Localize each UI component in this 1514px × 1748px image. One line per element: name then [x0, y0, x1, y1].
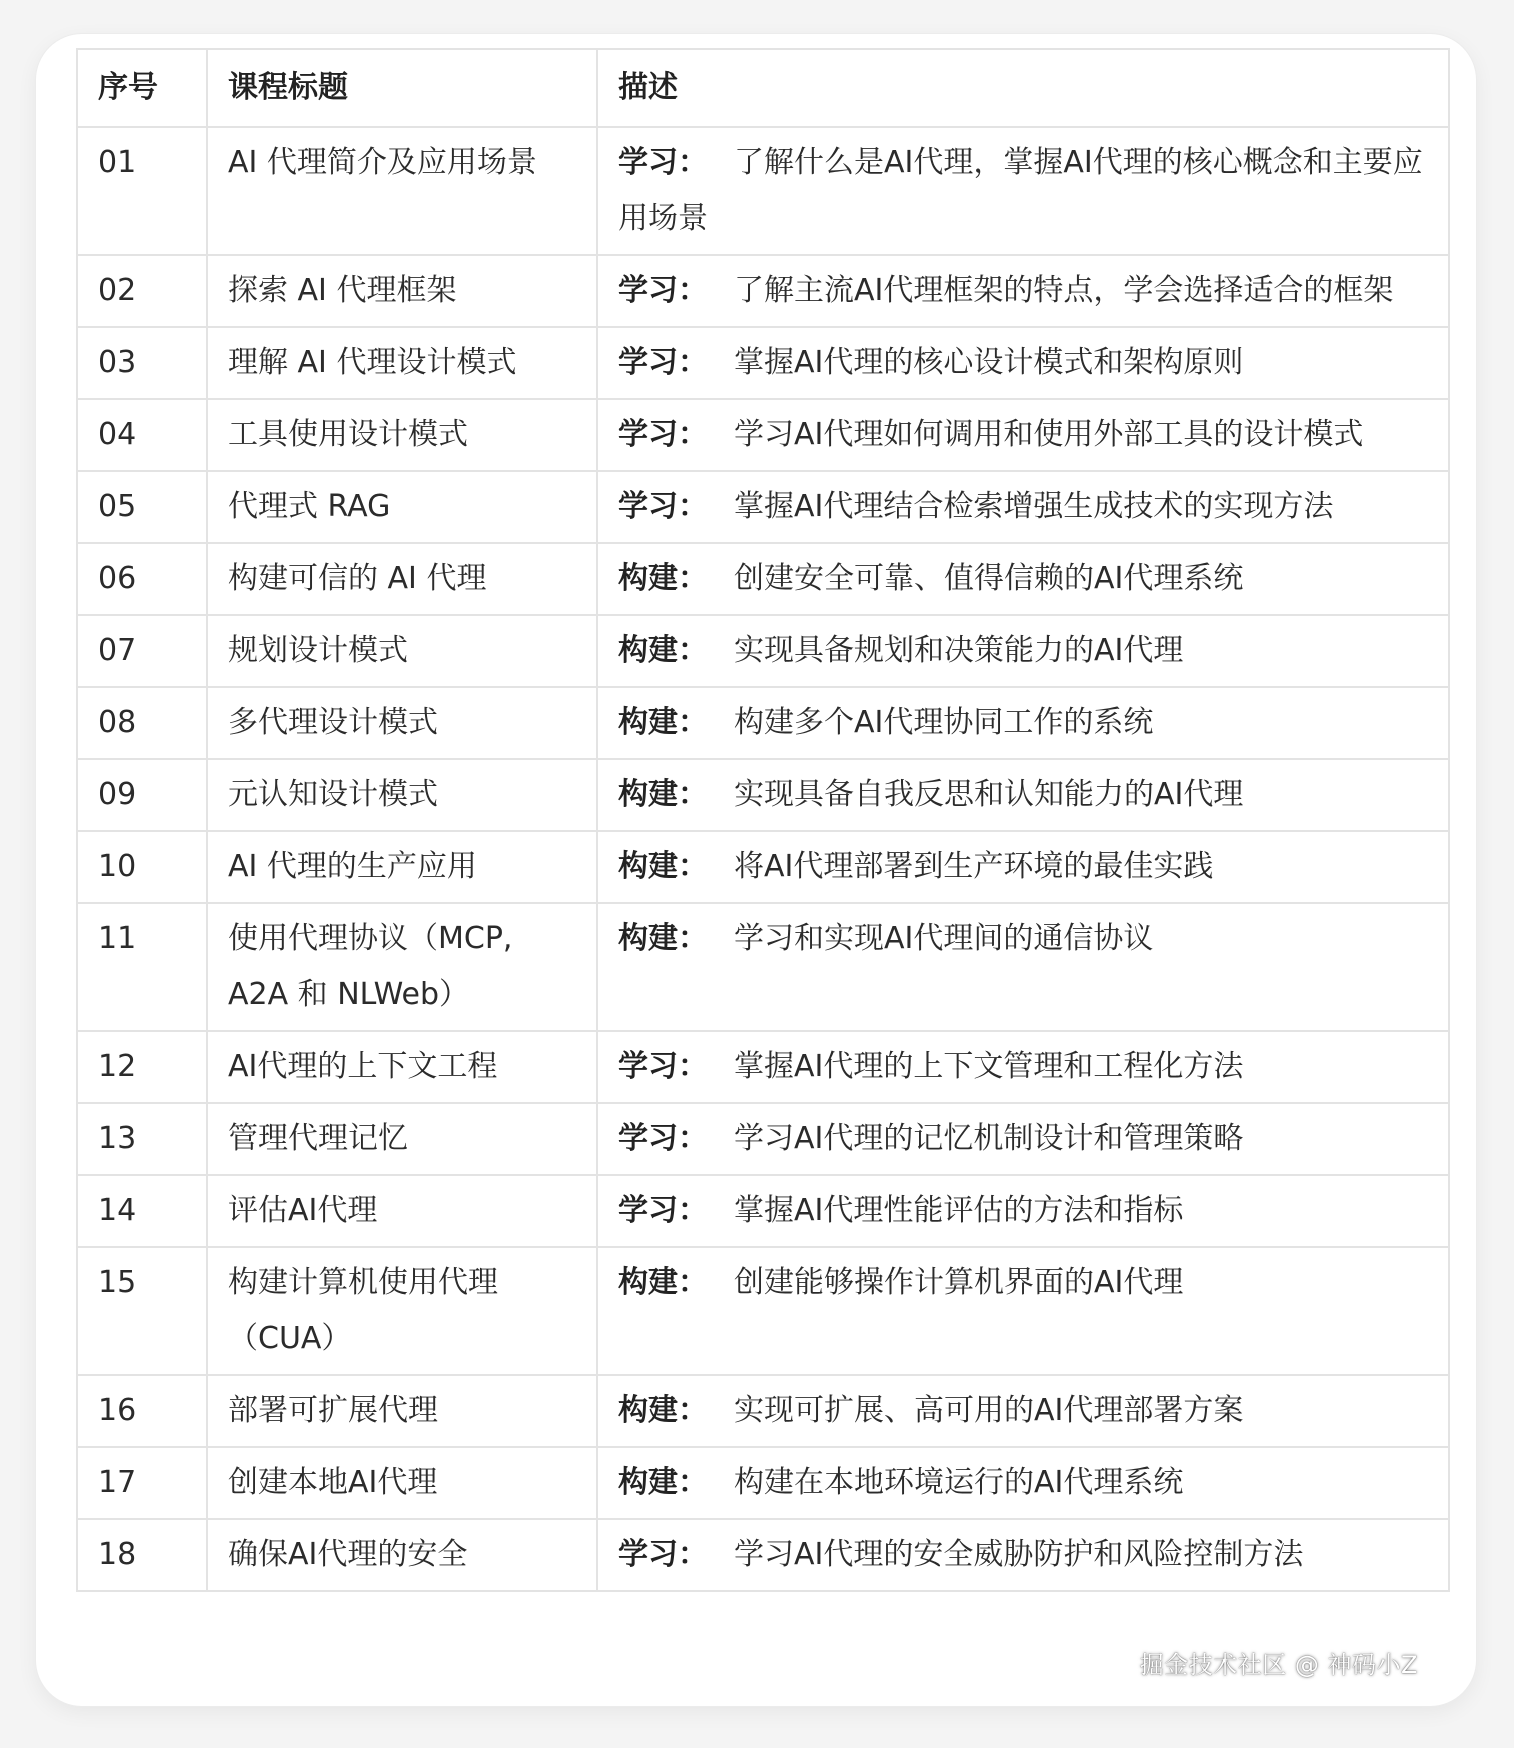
content-card [36, 34, 1476, 1706]
desc-tag: 学习： [618, 1121, 708, 1156]
course-table [76, 48, 1450, 1592]
cell-num: 12 [77, 1031, 207, 1103]
cell-title: 部署可扩展代理 [207, 1375, 597, 1447]
cell-title: AI 代理简介及应用场景 [207, 127, 597, 255]
cell-desc [597, 471, 1449, 543]
cell-title: 使用代理协议（MCP, A2A 和 NLWeb） [207, 903, 597, 1031]
cell-desc [597, 1375, 1449, 1447]
cell-num: 08 [77, 687, 207, 759]
cell-num: 11 [77, 903, 207, 1031]
cell-desc [597, 327, 1449, 399]
desc-text: 学习AI代理如何调用和使用外部工具的设计模式 [734, 417, 1364, 452]
table-header [77, 49, 1449, 127]
cell-desc [597, 255, 1449, 327]
watermark: 掘金技术社区 @ 神码小Z [1139, 1651, 1418, 1679]
table-row [77, 615, 1449, 687]
cell-num: 07 [77, 615, 207, 687]
cell-title: 探索 AI 代理框架 [207, 255, 597, 327]
desc-text: 掌握AI代理性能评估的方法和指标 [734, 1193, 1184, 1228]
desc-text: 了解主流AI代理框架的特点，学会选择适合的框架 [734, 273, 1394, 308]
cell-title: 评估AI代理 [207, 1175, 597, 1247]
cell-desc [597, 1103, 1449, 1175]
cell-title: 工具使用设计模式 [207, 399, 597, 471]
table-row [77, 399, 1449, 471]
cell-title: 规划设计模式 [207, 615, 597, 687]
desc-text: 掌握AI代理的核心设计模式和架构原则 [734, 345, 1244, 380]
table-row [77, 1447, 1449, 1519]
cell-title: 元认知设计模式 [207, 759, 597, 831]
table-row [77, 1103, 1449, 1175]
desc-tag: 构建： [618, 633, 708, 668]
cell-desc [597, 127, 1449, 255]
cell-desc [597, 1175, 1449, 1247]
cell-title: 多代理设计模式 [207, 687, 597, 759]
table-row [77, 1519, 1449, 1591]
desc-tag: 构建： [618, 705, 708, 740]
table-row [77, 759, 1449, 831]
desc-tag: 构建： [618, 1465, 708, 1500]
desc-tag: 构建： [618, 777, 708, 812]
desc-tag: 学习： [618, 145, 708, 180]
cell-desc [597, 1247, 1449, 1375]
cell-title: 确保AI代理的安全 [207, 1519, 597, 1591]
table-row [77, 255, 1449, 327]
table-row [77, 1031, 1449, 1103]
desc-text: 学习和实现AI代理间的通信协议 [734, 921, 1154, 956]
desc-tag: 学习： [618, 1537, 708, 1572]
table-row [77, 1375, 1449, 1447]
cell-desc [597, 1519, 1449, 1591]
cell-num: 13 [77, 1103, 207, 1175]
table-row [77, 831, 1449, 903]
cell-desc [597, 759, 1449, 831]
table-row [77, 1175, 1449, 1247]
cell-title: 代理式 RAG [207, 471, 597, 543]
table-row [77, 543, 1449, 615]
desc-tag: 构建： [618, 561, 708, 596]
cell-num: 02 [77, 255, 207, 327]
cell-num: 09 [77, 759, 207, 831]
cell-num: 16 [77, 1375, 207, 1447]
desc-tag: 构建： [618, 849, 708, 884]
cell-desc [597, 903, 1449, 1031]
table-row [77, 687, 1449, 759]
cell-desc [597, 399, 1449, 471]
desc-text: 实现具备自我反思和认知能力的AI代理 [734, 777, 1244, 812]
desc-text: 掌握AI代理结合检索增强生成技术的实现方法 [734, 489, 1334, 524]
desc-text: 将AI代理部署到生产环境的最佳实践 [734, 849, 1214, 884]
cell-title: AI 代理的生产应用 [207, 831, 597, 903]
cell-title: 构建计算机使用代理（CUA） [207, 1247, 597, 1375]
desc-text: 学习AI代理的记忆机制设计和管理策略 [734, 1121, 1244, 1156]
desc-tag: 学习： [618, 489, 708, 524]
cell-num: 01 [77, 127, 207, 255]
table-row [77, 903, 1449, 1031]
table-row [77, 127, 1449, 255]
cell-num: 05 [77, 471, 207, 543]
cell-num: 06 [77, 543, 207, 615]
header-title: 课程标题 [207, 49, 597, 127]
cell-desc [597, 831, 1449, 903]
cell-num: 15 [77, 1247, 207, 1375]
cell-title: 构建可信的 AI 代理 [207, 543, 597, 615]
cell-title: 管理代理记忆 [207, 1103, 597, 1175]
header-row [77, 49, 1449, 127]
desc-tag: 构建： [618, 1265, 708, 1300]
cell-num: 18 [77, 1519, 207, 1591]
header-desc: 描述 [597, 49, 1449, 127]
header-num: 序号 [77, 49, 207, 127]
desc-tag: 学习： [618, 345, 708, 380]
cell-desc [597, 615, 1449, 687]
desc-tag: 构建： [618, 1393, 708, 1428]
table-row [77, 471, 1449, 543]
desc-text: 构建多个AI代理协同工作的系统 [734, 705, 1154, 740]
desc-text: 创建安全可靠、值得信赖的AI代理系统 [734, 561, 1244, 596]
table-body [77, 127, 1449, 1591]
desc-text: 了解什么是AI代理，掌握AI代理的核心概念和主要应用场景 [618, 145, 1423, 236]
desc-text: 学习AI代理的安全威胁防护和风险控制方法 [734, 1537, 1304, 1572]
desc-tag: 学习： [618, 1049, 708, 1084]
cell-title: 创建本地AI代理 [207, 1447, 597, 1519]
desc-text: 实现可扩展、高可用的AI代理部署方案 [734, 1393, 1244, 1428]
desc-tag: 学习： [618, 273, 708, 308]
cell-title: AI代理的上下文工程 [207, 1031, 597, 1103]
cell-num: 14 [77, 1175, 207, 1247]
cell-num: 17 [77, 1447, 207, 1519]
desc-text: 创建能够操作计算机界面的AI代理 [734, 1265, 1184, 1300]
cell-num: 04 [77, 399, 207, 471]
cell-num: 03 [77, 327, 207, 399]
desc-text: 掌握AI代理的上下文管理和工程化方法 [734, 1049, 1244, 1084]
desc-text: 实现具备规划和决策能力的AI代理 [734, 633, 1184, 668]
table-row [77, 327, 1449, 399]
table-row [77, 1247, 1449, 1375]
cell-desc [597, 543, 1449, 615]
desc-text: 构建在本地环境运行的AI代理系统 [734, 1465, 1184, 1500]
cell-desc [597, 1031, 1449, 1103]
cell-title: 理解 AI 代理设计模式 [207, 327, 597, 399]
desc-tag: 学习： [618, 1193, 708, 1228]
desc-tag: 构建： [618, 921, 708, 956]
cell-num: 10 [77, 831, 207, 903]
cell-desc [597, 1447, 1449, 1519]
desc-tag: 学习： [618, 417, 708, 452]
cell-desc [597, 687, 1449, 759]
